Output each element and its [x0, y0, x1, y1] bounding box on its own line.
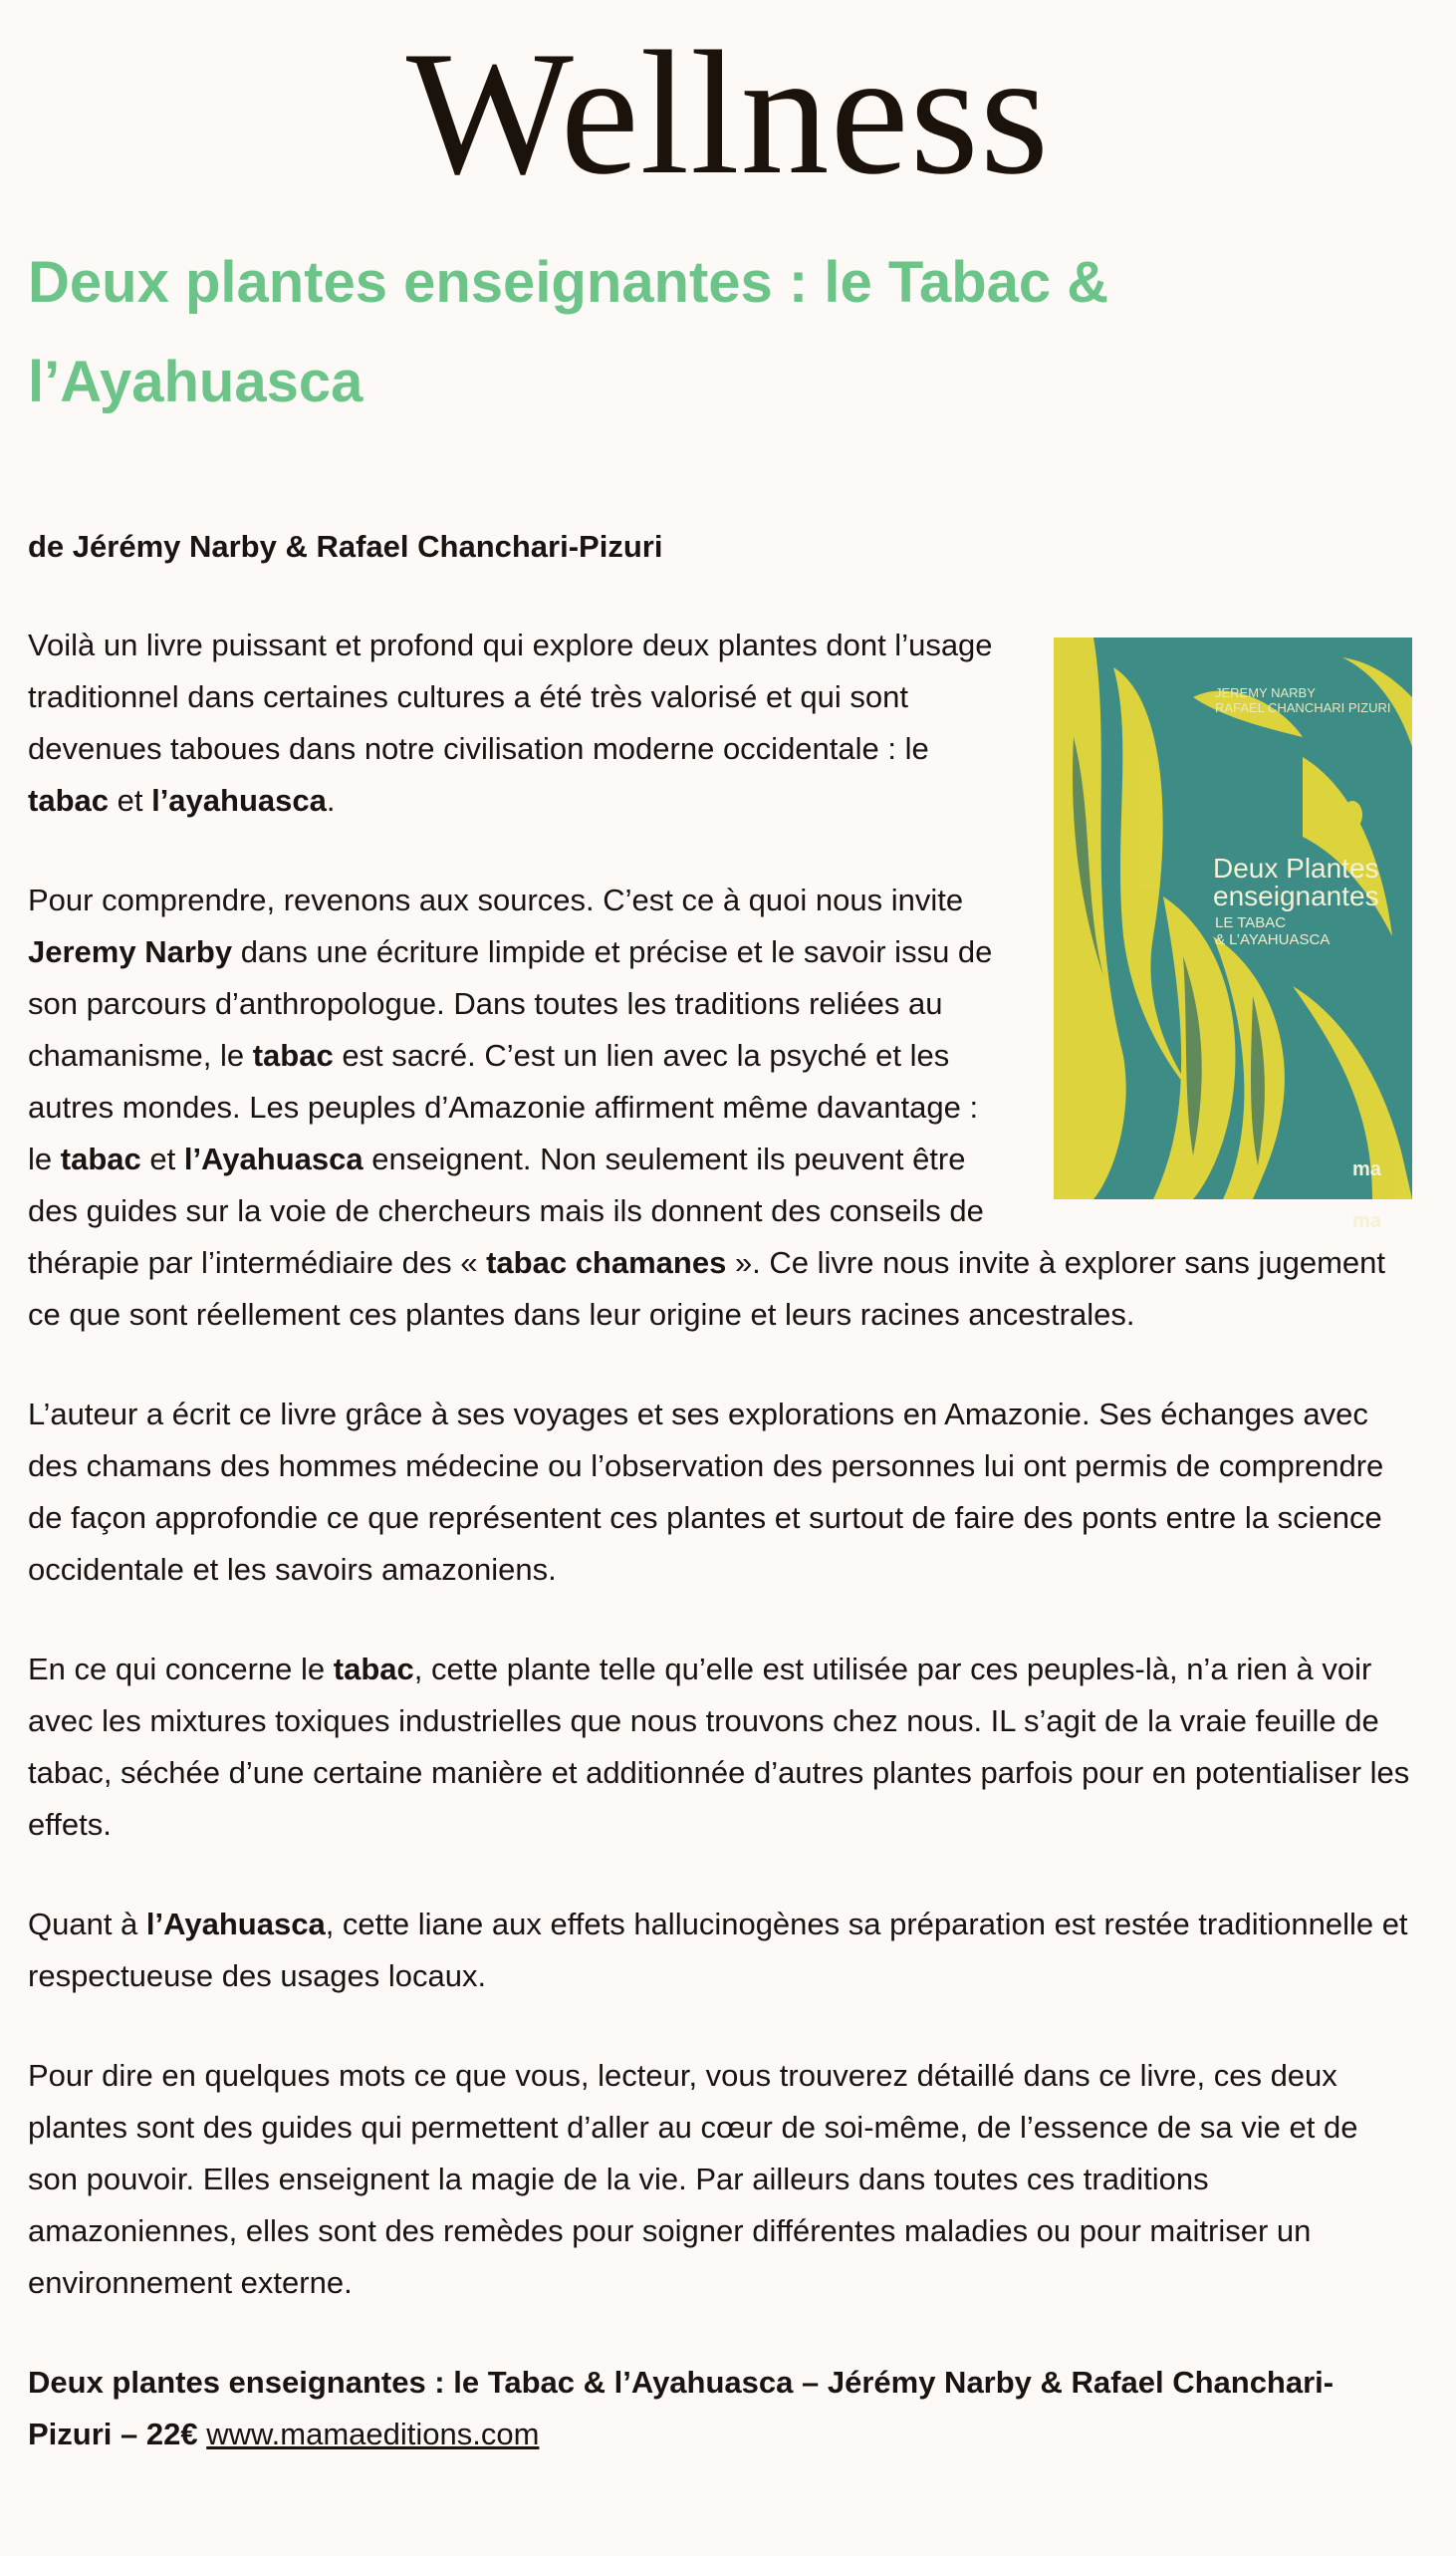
book-cover-image	[1054, 638, 1412, 1232]
book-reference-text: Deux plantes enseignantes : le Tabac & l’Ayahuasca – Jérémy Narby & Rafael Chanchari-Pizuri – 22€	[28, 2365, 1335, 2451]
cover-author-2: RAFAEL CHANCHARI PIZURI	[1215, 700, 1391, 715]
paragraph-2: Pour comprendre, revenons aux sources. C’est ce à quoi nous invite Jeremy Narby dans une écriture limpide et précise et le savoir issu de son parcours d’anthropologue. Dans toutes les traditions reliées au chamanisme, le tabac est sacré. C’est un lien avec la psyché et les autres mondes. Les peuples d’Amazonie affirment même davantage : le tabac et l’Ayahuasca enseignent. Non seulement ils peuvent être des guides sur la voie de chercheurs mais ils donnent des conseils de thérapie par l’intermédiaire des « tabac chamanes ». Ce livre nous invite à explorer sans jugement ce que sont réellement ces plantes dans leur origine et leurs racines ancestrales.	[28, 883, 1385, 1332]
paragraph-3: L’auteur a écrit ce livre grâce à ses voyages et ses explorations en Amazonie. Ses échanges avec des chamans des hommes médecine ou l’observation des personnes lui ont permis de comprendre de façon approfondie ce que représentent ces plantes et surtout de faire des ponts entre la science occidentale et les savoirs amazoniens.	[28, 1397, 1384, 1587]
paragraph-1: Voilà un livre puissant et profond qui explore deux plantes dont l’usage traditionnel dans certaines cultures a été très valorisé et qui sont devenues taboues dans notre civilisation moderne occidentale : le tabac et l’ayahuasca.	[28, 628, 993, 818]
article-byline: de Jérémy Narby & Rafael Chanchari-Pizuri	[28, 529, 663, 564]
cover-subtitle	[1215, 914, 1404, 948]
article-title: Deux plantes enseignantes : le Tabac & l’Ayahuasca	[28, 250, 1109, 414]
cover-title-line-2: enseignantes	[1213, 881, 1379, 911]
paragraph-6: Pour dire en quelques mots ce que vous, lecteur, vous trouverez détaillé dans ce livre, ces deux plantes sont des guides qui permettent d’aller au cœur de soi-même, de l’essence de sa vie et de son pouvoir. Elles enseignent la magie de la vie. Par ailleurs dans toutes ces traditions amazoniennes, elles sont des remèdes pour soigner différentes maladies ou pour maitriser un environnement externe.	[28, 2058, 1358, 2300]
paragraph-5: Quant à l’Ayahuasca, cette liane aux effets hallucinogènes sa préparation est restée traditionnelle et respectueuse des usages locaux.	[28, 1907, 1408, 1993]
paragraph-4: En ce qui concerne le tabac, cette plante telle qu’elle est utilisée par ces peuples-là, n’a rien à voir avec les mixtures toxiques industrielles que nous trouvons chez nous. IL s’agit de la vraie feuille de tabac, séchée d’une certaine manière et additionnée d’autres plantes parfois pour en potentialiser les effets.	[28, 1652, 1410, 1842]
article-body	[28, 620, 1412, 2508]
cover-author-1: JEREMY NARBY	[1215, 685, 1316, 700]
cover-authors	[1215, 685, 1404, 715]
publisher-logo: ma ma	[1352, 1158, 1381, 1232]
publisher-website-link[interactable]: www.mamaeditions.com	[206, 2417, 540, 2451]
book-reference	[28, 2357, 1412, 2460]
cover-title	[1213, 855, 1412, 910]
magazine-masthead: Wellness	[405, 14, 1051, 211]
cover-subtitle-line-1: LE TABAC	[1215, 914, 1287, 931]
cover-title-line-1: Deux Plantes	[1213, 853, 1379, 884]
cover-subtitle-line-2: & L’AYAHUASCA	[1215, 931, 1331, 948]
